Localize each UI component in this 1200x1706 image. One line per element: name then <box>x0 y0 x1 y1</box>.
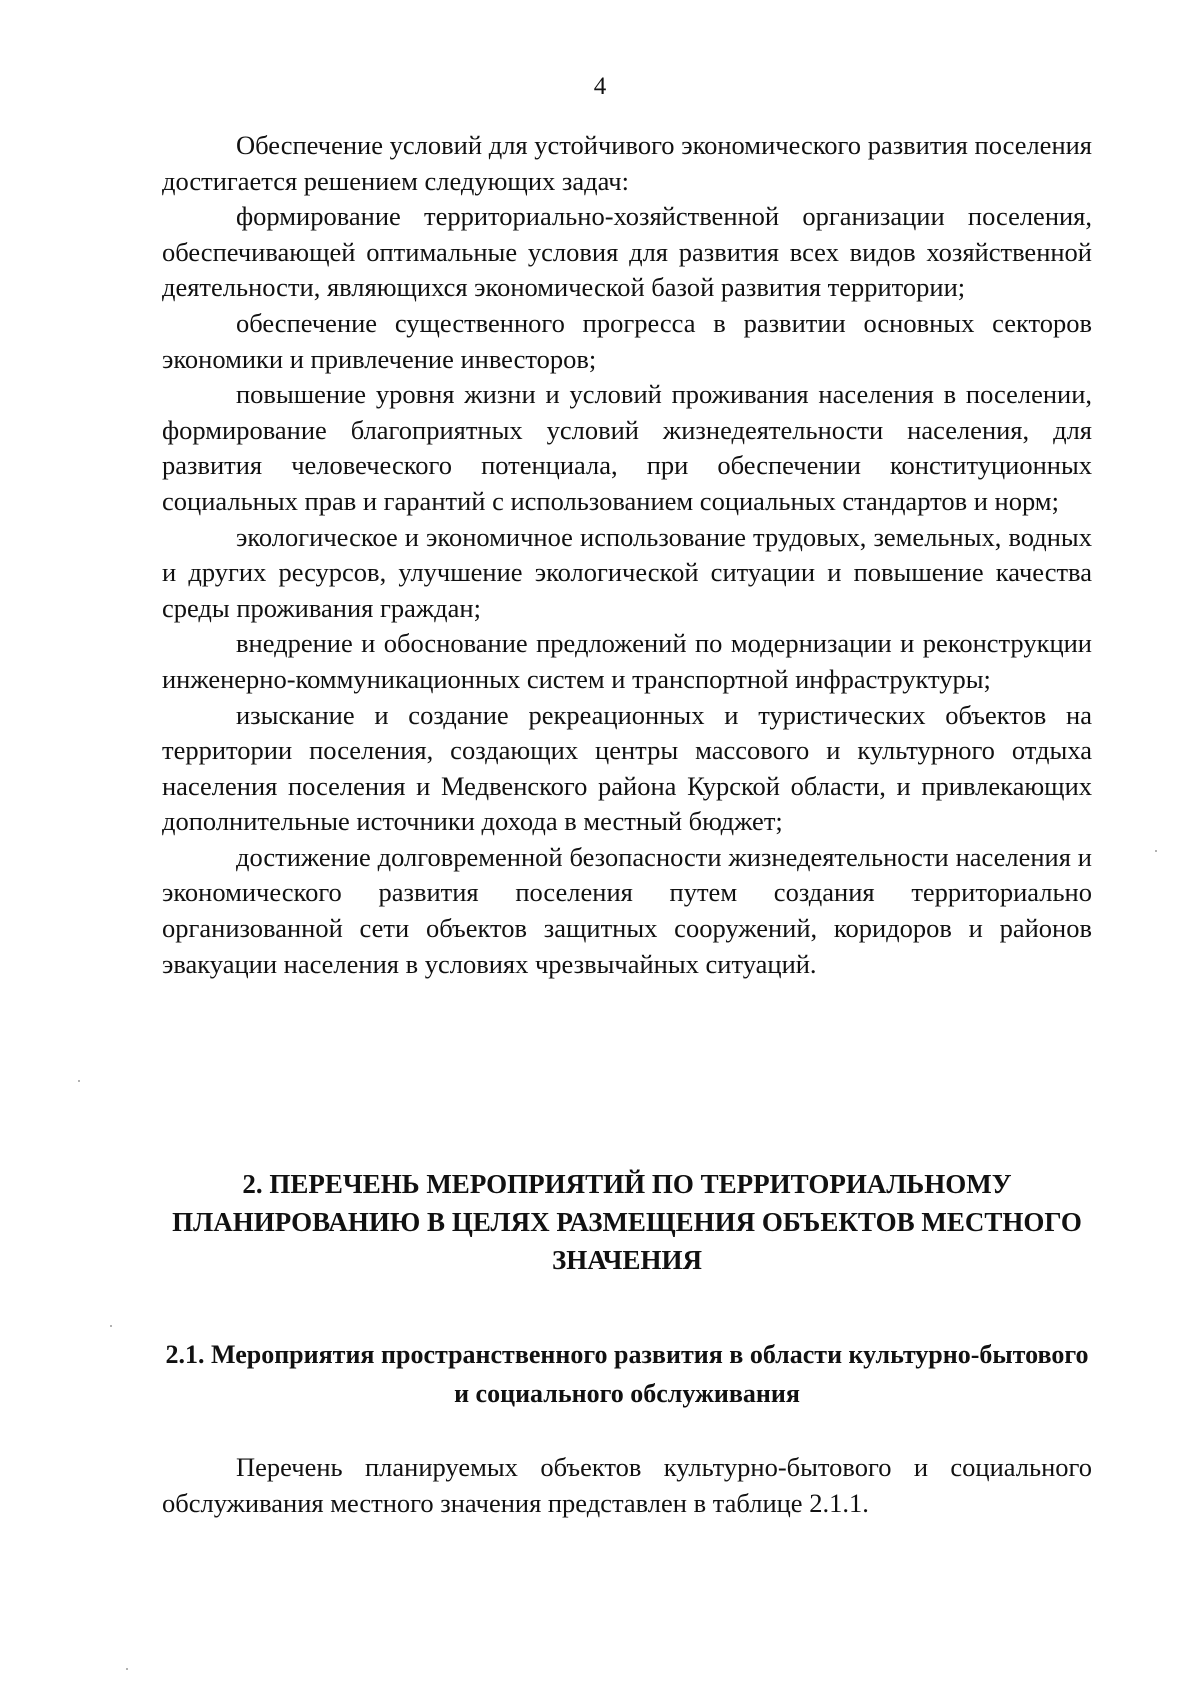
page-number: 4 <box>593 73 607 100</box>
scan-speck <box>110 1325 112 1327</box>
scan-speck <box>1155 850 1157 852</box>
paragraph-intro: Обеспечение условий для устойчивого экономического развития поселения достигается решением следующих задач: <box>162 130 1092 196</box>
section-heading: 2. ПЕРЕЧЕНЬ МЕРОПРИЯТИЙ ПО ТЕРРИТОРИАЛЬНОМУ ПЛАНИРОВАНИЮ В ЦЕЛЯХ РАЗМЕЩЕНИЯ ОБЪЕКТОВ МЕСТНОГО ЗНАЧЕНИЯ <box>172 1169 1082 1275</box>
paragraph-task-recreation: изыскание и создание рекреационных и туристических объектов на территории поселения, создающих центры массового и культурного отдыха населения поселения и Медвенского района Курской области, и привлекающих дополнительные источники дохода в местный бюджет; <box>162 699 1092 837</box>
paragraph-task-living-standards: повышение уровня жизни и условий проживания населения в поселении, формирование благоприятных условий жизнедеятельности населения, для развития человеческого потенциала, при обеспечении конституционных социальных прав и гарантий с использованием социальных стандартов и норм; <box>162 379 1092 516</box>
paragraph-task-territorial-organization: формирование территориально-хозяйственной организации поселения, обеспечивающей оптимальные условия для развития всех видов хозяйственной деятельности, являющихся экономической базой развития территории; <box>162 201 1092 303</box>
paragraph-task-infrastructure: внедрение и обоснование предложений по модернизации и реконструкции инженерно-коммуникационных систем и транспортной инфраструктуры; <box>162 628 1092 694</box>
paragraph-table-reference: Перечень планируемых объектов культурно-бытового и социального обслуживания местного значения представлен в таблице 2.1.1. <box>162 1452 1092 1518</box>
closing-text <box>162 1450 1092 1521</box>
paragraph-task-resource-use: экологическое и экономичное использование трудовых, земельных, водных и других ресурсов, улучшение экологической ситуации и повышение качества среды проживания граждан; <box>162 521 1092 623</box>
scan-speck <box>78 1080 80 1082</box>
subsection-heading: 2.1. Мероприятия пространственного развития в области культурно-бытового и социального обслуживания <box>165 1340 1089 1408</box>
scan-speck <box>126 1668 128 1670</box>
paragraph-task-safety: достижение долговременной безопасности жизнедеятельности населения и экономического развития поселения путем создания территориально организованной сети объектов защитных сооружений, коридоров и районов эвакуации населения в условиях чрезвычайных ситуаций. <box>162 841 1092 979</box>
body-text <box>162 128 1092 982</box>
paragraph-task-economic-progress: обеспечение существенного прогресса в развитии основных секторов экономики и привлечение инвесторов; <box>162 307 1092 374</box>
